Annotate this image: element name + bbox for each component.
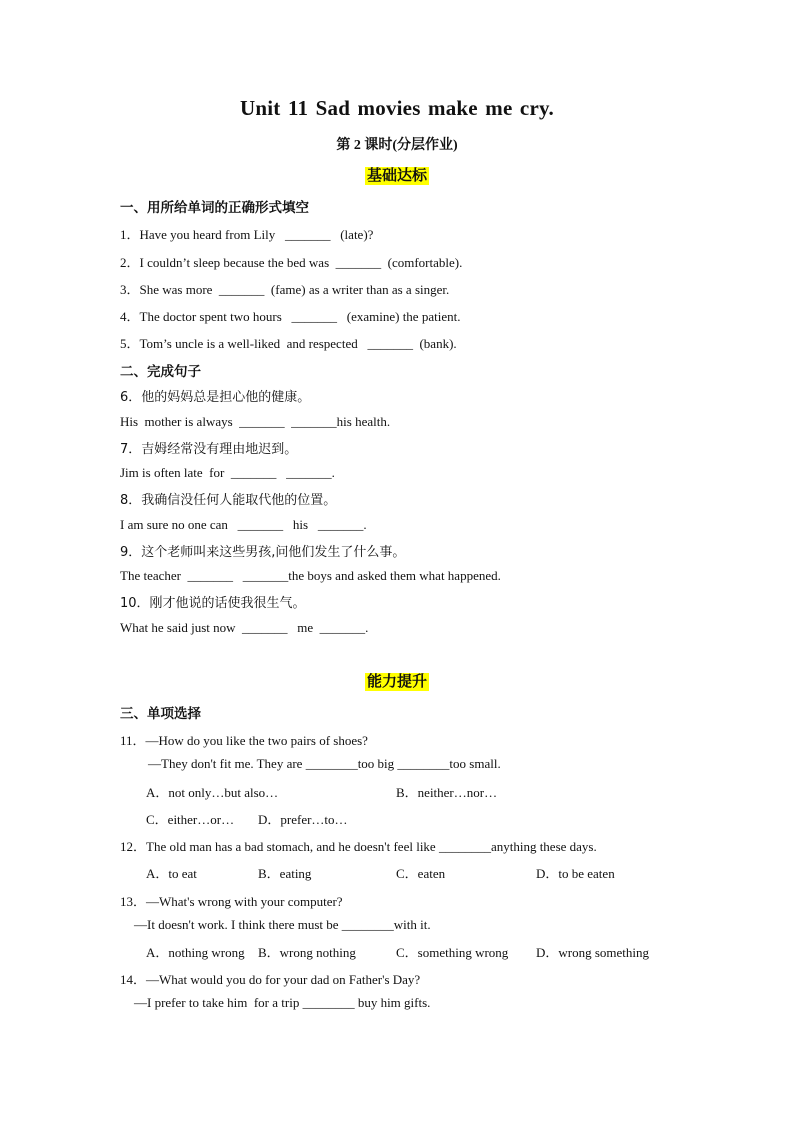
question-4: 4．The doctor spent two hours _______ (examine) the patient.: [120, 309, 461, 324]
question-11-option-d: D．prefer…to…: [258, 812, 348, 827]
section-banner-basic: [0, 164, 794, 185]
question-13-line2: —It doesn't work. I think there must be ________with it.: [134, 917, 431, 932]
question-13-option-b: B．wrong nothing: [258, 945, 356, 960]
question-6-english: His mother is always _______ _______his health.: [120, 414, 391, 429]
question-13-stem: 13．—What's wrong with your computer?: [120, 894, 343, 909]
part3-heading: 三、单项选择: [120, 706, 201, 722]
question-6-chinese: 6．他的妈妈总是担心他的健康。: [120, 390, 311, 405]
question-13-option-d: D．wrong something: [536, 945, 650, 960]
section-banner-advanced-label: 能力提升: [366, 674, 427, 690]
question-13-option-a: A．nothing wrong: [146, 945, 245, 960]
part1-heading: 一、用所给单词的正确形式填空: [120, 200, 309, 216]
question-12-option-b: B．eating: [258, 866, 312, 881]
question-2: 2．I couldn’t sleep because the bed was _______ (comfortable).: [120, 255, 463, 270]
question-9-chinese: 9．这个老师叫来这些男孩,问他们发生了什么事。: [120, 545, 406, 560]
question-10-english: What he said just now _______ me _______.: [120, 620, 369, 635]
question-13-option-c: C．something wrong: [396, 945, 509, 960]
question-8-english: I am sure no one can _______ his _______.: [120, 517, 367, 532]
question-12-option-a: A．to eat: [146, 866, 197, 881]
question-12-option-d: D．to be eaten: [536, 866, 615, 881]
part2-heading: 二、完成句子: [120, 364, 201, 380]
question-1: 1．Have you heard from Lily _______ (late)?: [120, 227, 374, 242]
question-12-stem: 12．The old man has a bad stomach, and he doesn't feel like ________anything these days.: [120, 839, 597, 854]
question-9-english: The teacher _______ _______the boys and asked them what happened.: [120, 568, 501, 583]
question-3: 3．She was more _______ (fame) as a writer than as a singer.: [120, 282, 450, 297]
question-7-english: Jim is often late for _______ _______.: [120, 465, 335, 480]
section-banner-advanced: [0, 670, 794, 691]
question-11-line2: —They don't fit me. They are ________too big ________too small.: [148, 756, 501, 771]
question-10-chinese: 10．刚才他说的话使我很生气。: [120, 596, 306, 611]
question-8-chinese: 8．我确信没任何人能取代他的位置。: [120, 493, 337, 508]
question-12-option-c: C．eaten: [396, 866, 446, 881]
section-banner-basic-label: 基础达标: [366, 168, 427, 184]
question-11-option-c: C．either…or…: [146, 812, 235, 827]
question-14-line2: —I prefer to take him for a trip ________ buy him gifts.: [134, 995, 431, 1010]
question-5: 5．Tom’s uncle is a well-liked and respected _______ (bank).: [120, 336, 457, 351]
page-title: Unit 11 Sad movies make me cry.: [240, 96, 554, 120]
page-subtitle: 第 2 课时(分层作业): [336, 138, 458, 153]
question-7-chinese: 7．吉姆经常没有理由地迟到。: [120, 442, 298, 457]
question-11-option-b: B．neither…nor…: [396, 785, 498, 800]
question-14-stem: 14．—What would you do for your dad on Father's Day?: [120, 972, 421, 987]
question-11-stem: 11．—How do you like the two pairs of shoes?: [120, 733, 368, 748]
question-11-option-a: A．not only…but also…: [146, 785, 279, 800]
